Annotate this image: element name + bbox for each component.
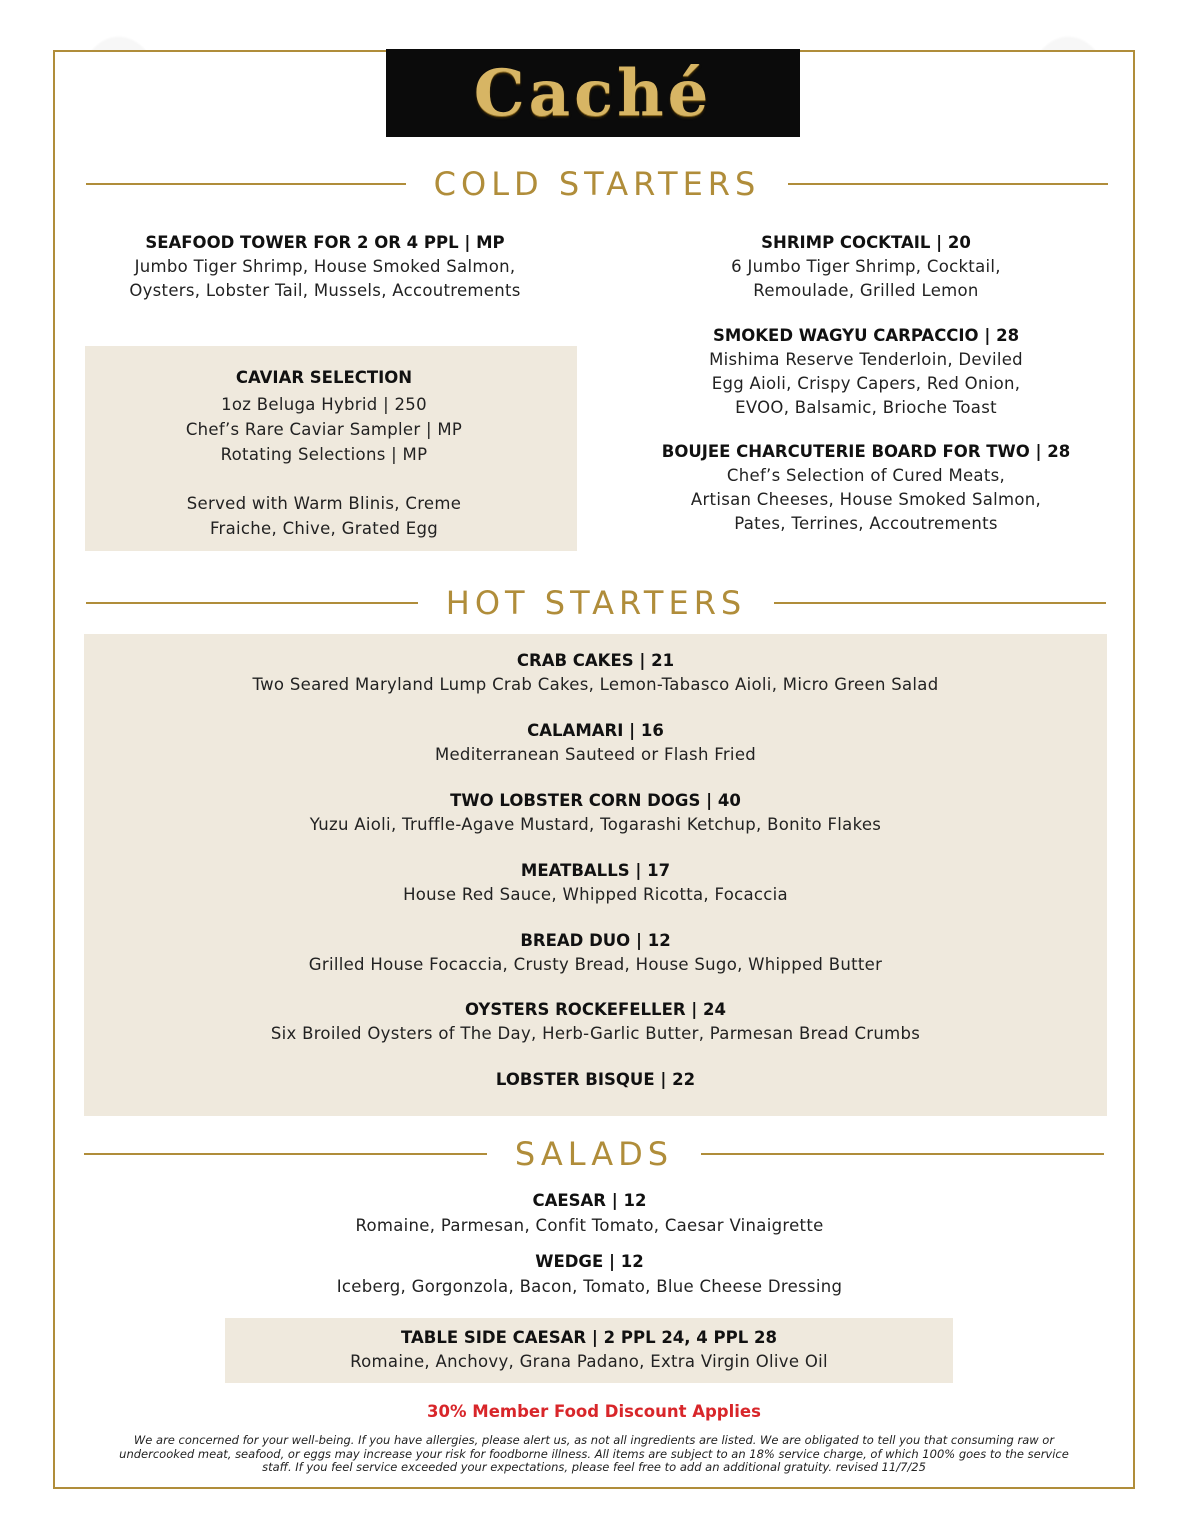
item-desc: Romaine, Parmesan, Confit Tomato, Caesar Vinaigrette [355, 1216, 824, 1235]
divider-left [86, 602, 418, 604]
item-name: CAVIAR SELECTION [235, 368, 413, 387]
item-name: TWO LOBSTER CORN DOGS | 40 [450, 791, 741, 810]
item-desc: Oysters, Lobster Tail, Mussels, Accoutrements [129, 281, 521, 300]
item-desc: Chef’s Selection of Cured Meats, [726, 466, 1006, 485]
item-desc: Chef’s Rare Caviar Sampler | MP [185, 420, 463, 439]
cold-starters-heading [86, 165, 1108, 203]
divider-right [774, 602, 1106, 604]
item-name: SEAFOOD TOWER FOR 2 OR 4 PPL | MP [145, 233, 505, 252]
logo-text: Caché [473, 55, 713, 131]
member-discount-note: 30% Member Food Discount Applies [427, 1402, 761, 1421]
section-title: COLD STARTERS [433, 165, 761, 203]
divider-right [701, 1153, 1104, 1155]
item-desc: Romaine, Anchovy, Grana Padano, Extra Virgin Olive Oil [350, 1352, 828, 1371]
divider-right [788, 183, 1108, 185]
salads-heading [84, 1135, 1104, 1173]
item-desc: Artisan Cheeses, House Smoked Salmon, [690, 490, 1042, 509]
menu-item-bread-duo [84, 929, 1107, 977]
item-desc: Egg Aioli, Crispy Capers, Red Onion, [711, 374, 1021, 393]
item-desc: EVOO, Balsamic, Brioche Toast [735, 398, 997, 417]
menu-item-caviar [85, 366, 563, 541]
allergy-disclaimer [90, 1434, 1098, 1475]
item-desc: Six Broiled Oysters of The Day, Herb-Garlic Butter, Parmesan Bread Crumbs [270, 1024, 921, 1043]
divider-left [86, 183, 406, 185]
item-name: OYSTERS ROCKEFELLER | 24 [464, 1000, 727, 1019]
item-desc: Jumbo Tiger Shrimp, House Smoked Salmon, [134, 257, 516, 276]
item-name: SHRIMP COCKTAIL | 20 [761, 233, 971, 252]
item-name: BREAD DUO | 12 [520, 931, 671, 950]
item-desc: Rotating Selections | MP [220, 445, 428, 464]
menu-item-table-side-caesar [225, 1326, 953, 1374]
menu-item-oysters-rockefeller [84, 998, 1107, 1046]
disclaimer-line: We are concerned for your well-being. If you have allergies, please alert us, as not all ingredients are listed. We are obligated to tell you that consuming raw or [133, 1433, 1055, 1447]
item-desc: Mishima Reserve Tenderloin, Deviled [709, 350, 1023, 369]
item-desc: Pates, Terrines, Accoutrements [734, 514, 998, 533]
item-name: CRAB CAKES | 21 [516, 651, 675, 670]
hot-starters-heading [86, 584, 1106, 622]
item-desc: Mediterranean Sauteed or Flash Fried [434, 745, 757, 764]
item-name: CAESAR | 12 [532, 1191, 647, 1210]
menu-item-seafood-tower [86, 231, 564, 303]
item-desc: Yuzu Aioli, Truffle-Agave Mustard, Togarashi Ketchup, Bonito Flakes [309, 815, 882, 834]
menu-item-meatballs [84, 859, 1107, 907]
disclaimer-line: undercooked meat, seafood, or eggs may increase your risk for foodborne illness. All items are subject to an 18% service charge, of which 100% goes to the service [119, 1446, 1069, 1461]
section-title: SALADS [514, 1135, 674, 1173]
item-name: LOBSTER BISQUE | 22 [495, 1070, 696, 1089]
item-desc: Two Seared Maryland Lump Crab Cakes, Lemon-Tabasco Aioli, Micro Green Salad [252, 675, 939, 694]
logo [386, 49, 800, 137]
item-desc: 6 Jumbo Tiger Shrimp, Cocktail, [731, 257, 1001, 276]
section-title: HOT STARTERS [445, 584, 747, 622]
item-name: SMOKED WAGYU CARPACCIO | 28 [712, 326, 1020, 345]
menu-item-shrimp-cocktail [640, 231, 1092, 303]
item-desc: Fraiche, Chive, Grated Egg [209, 519, 439, 538]
menu-item-crab-cakes [84, 649, 1107, 697]
menu-item-lobster-bisque [84, 1068, 1107, 1092]
menu-item-wedge [84, 1250, 1095, 1299]
menu-item-charcuterie [640, 440, 1092, 536]
menu-item-calamari [84, 719, 1107, 767]
item-desc: Remoulade, Grilled Lemon [753, 281, 979, 300]
item-name: MEATBALLS | 17 [520, 861, 671, 880]
item-name: BOUJEE CHARCUTERIE BOARD FOR TWO | 28 [661, 442, 1071, 461]
item-name: WEDGE | 12 [535, 1252, 644, 1271]
item-desc: Iceberg, Gorgonzola, Bacon, Tomato, Blue Cheese Dressing [336, 1277, 843, 1296]
divider-left [84, 1153, 487, 1155]
menu-item-lobster-corn-dogs [84, 789, 1107, 837]
item-desc: House Red Sauce, Whipped Ricotta, Focaccia [403, 885, 788, 904]
item-desc: Grilled House Focaccia, Crusty Bread, House Sugo, Whipped Butter [308, 955, 883, 974]
item-desc: Served with Warm Blinis, Creme [186, 494, 462, 513]
item-desc: 1oz Beluga Hybrid | 250 [221, 395, 427, 414]
item-name: TABLE SIDE CAESAR | 2 PPL 24, 4 PPL 28 [401, 1328, 777, 1347]
item-name: CALAMARI | 16 [527, 721, 664, 740]
menu-item-wagyu-carpaccio [640, 324, 1092, 420]
disclaimer-line: staff. If you feel service exceeded your expectations, please feel free to add an additional gratuity. revised 11/7/25 [262, 1460, 926, 1474]
menu-item-caesar [84, 1189, 1095, 1238]
